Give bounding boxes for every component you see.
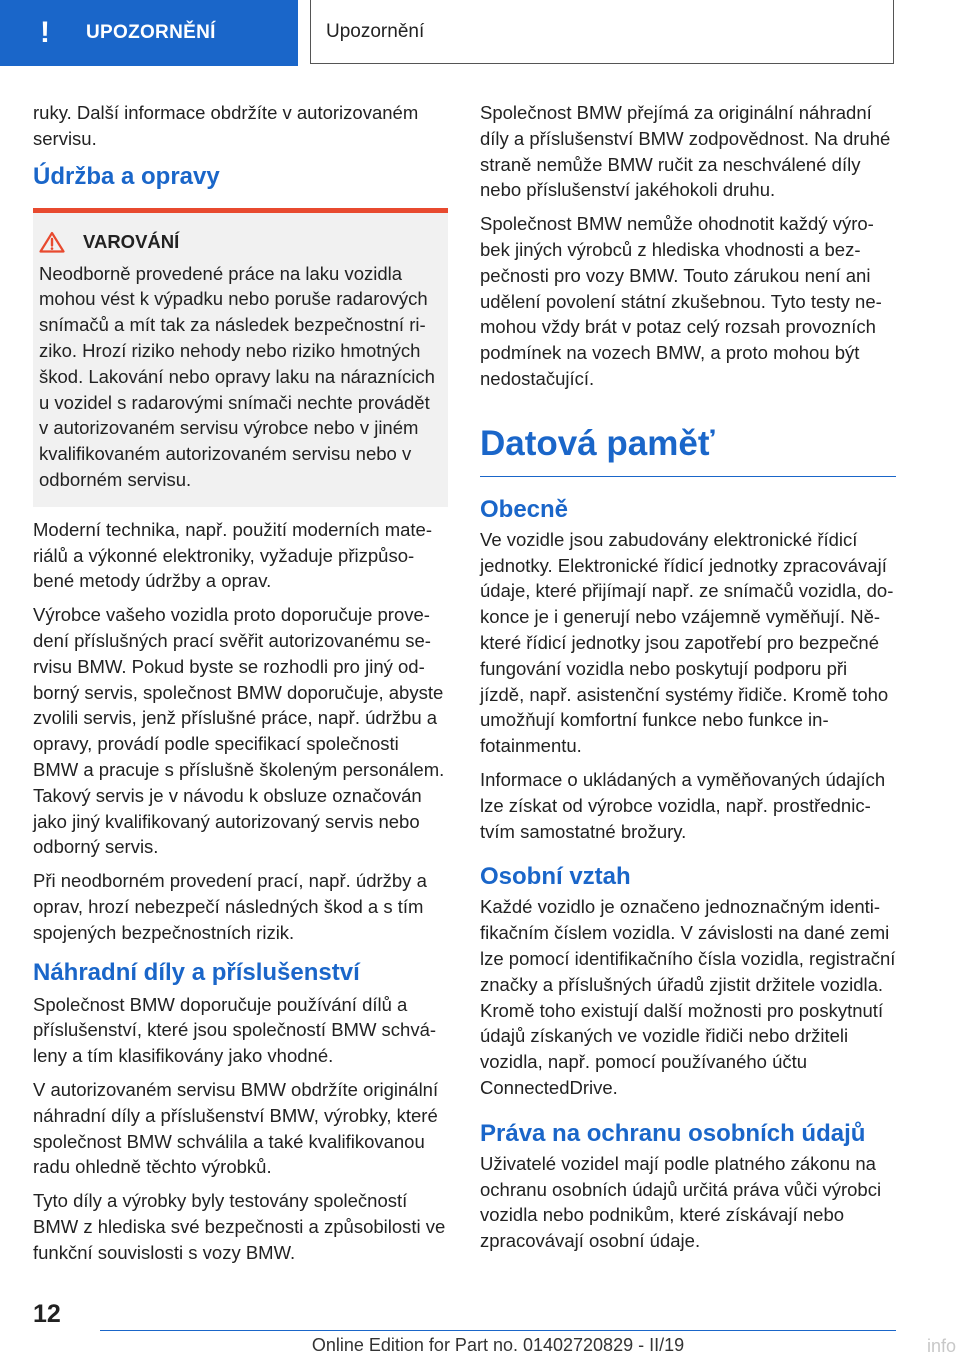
warning-title-text: VAROVÁNÍ — [83, 230, 180, 252]
paragraph: Informace o ukládaných a vyměňovaných údajích lze získat od výrobce vozidla, např. prostřednictvím samostatné brožury. — [480, 768, 886, 842]
right-column — [480, 100, 896, 1262]
heading-maintenance: Údržba a opravy — [33, 162, 220, 190]
footer-edition: Online Edition for Part no. 01402720829 - II/19 — [311, 1335, 685, 1355]
paragraph: V autorizovaném servisu BMW obdržíte originální náhradní díly a příslušenství BMW, výrobky, které společnost BMW schválila a také kvalifikovanou radu ohledně těchto výrobků. — [33, 1078, 439, 1178]
exclamation-icon: ! — [40, 16, 50, 49]
heading-data-memory: Datová paměť — [480, 422, 896, 477]
section-title-box — [310, 0, 894, 64]
paragraph: Uživatelé vozidel mají podle platného zákonu na ochranu osobních údajů určitá práva vůči výrobci vozidla nebo podnikům, které získávají nebo zpracovávají osobní údaje. — [480, 1152, 882, 1252]
paragraph: Moderní technika, např. použití moderních materiálů a výkonné elektroniky, vyžaduje přizpůsobené metody údržby a oprav. — [33, 518, 432, 592]
paragraph: Společnost BMW přejímá za originální náhradní díly a příslušenství BMW zodpovědnost. Na druhé straně nemůže BMW ručit za neschválené díly nebo příslušenství jakéhokoli druhu. — [480, 102, 891, 201]
paragraph: Každé vozidlo je označeno jednoznačným identifikačním číslem vozidla. V závislosti na dané zemi lze pomocí identifikačního čísla vozidla, registrační značky a příslušných úřadů zjistit držitele vozidla. Kromě toho existují další možnosti pro poskytnutí údajů získaných ve vozidle řidiči nebo držiteli vozidla, např. pomocí používaného účtu ConnectedDrive. — [480, 896, 896, 1098]
paragraph: Ve vozidle jsou zabudovány elektronické řídicí jednotky. Elektronické řídicí jednotky zpracovávají údaje, které přijímají např. ze snímačů vozidla, dokonce je i generují nebo vzájemně vyměňují. Některé řídicí jednotky jsou zapotřebí pro bezpečné fungování vozidla nebo poskytují podporu při jízdě, např. asistenční systémy řidiče. Kromě toho umožňují komfortní funkce nebo funkce infotainmentu. — [480, 528, 894, 757]
paragraph: Při neodborném provedení prací, např. údržby a oprav, hrozí nebezpečí následných škod a s tím spojených bezpečnostních rizik. — [33, 870, 427, 943]
paragraph: ruky. Další informace obdržíte v autorizovaném servisu. — [33, 102, 419, 149]
heading-general: Obecně — [480, 495, 569, 523]
warning-box — [33, 208, 448, 507]
watermark: info — [926, 1336, 956, 1356]
chapter-tab-label: UPOZORNĚNÍ — [86, 22, 216, 43]
footer-divider — [100, 1330, 896, 1331]
heading-spare-parts: Náhradní díly a příslušenství — [33, 958, 360, 986]
chapter-tab — [0, 0, 298, 66]
page-header — [0, 0, 960, 66]
heading-personal-relation: Osobní vztah — [480, 863, 631, 891]
paragraph: Společnost BMW nemůže ohodnotit každý výrobek jiných výrobců z hlediska vhodnosti a bezpečnosti pro vozy BMW. Touto zárukou není ani udělení povolení státní zkušebnou. Tyto testy nemohou vždy brát v potaz celý rozsah provozních podmínek na vozech BMW, a proto mohou být nedostačující. — [480, 213, 882, 389]
paragraph: Tyto díly a výrobky byly testovány společností BMW z hlediska své bezpečnosti a způsobilosti ve funkční souvislosti s vozy BMW. — [33, 1190, 446, 1263]
warning-triangle-icon — [39, 231, 65, 253]
left-column — [33, 100, 448, 1273]
paragraph: Společnost BMW doporučuje používání dílů a příslušenství, které jsou společností BMW schváleny a tím klasifikovány jako vhodné. — [33, 993, 437, 1067]
section-title: Upozornění — [326, 20, 425, 42]
warning-title — [39, 231, 442, 253]
paragraph: Výrobce vašeho vozidla proto doporučuje provedení příslušných prací svěřit autorizovanému servisu BMW. Pokud byste se rozhodli pro jiný odborný servis, společnost BMW doporučuje, abyste zvolili servis, jenž příslušné práce, např. údržbu a opravy, provádí podle specifikací společnosti BMW a pracuje s příslušně školeným personálem. Takový servis je v návodu k obsluze označován jako jiný kvalifikovaný autorizovaný servis nebo odborný servis. — [33, 604, 445, 858]
page-number: 12 — [33, 1300, 61, 1328]
warning-text: Neodborně provedené práce na laku vozidla mohou vést k výpadku nebo poruše radarových snímačů a mít tak za následek bezpečnostní riziko. Hrozí riziko nehody nebo riziko hmotných škod. Lakování nebo opravy laku na náraznícich u vozidel s radarovými snímači nechte provádět v autorizovaném servisu výrobce nebo v jiném kvalifikovaném autorizovaném servisu nebo v odborném servisu. — [39, 262, 435, 490]
heading-data-protection-rights: Práva na ochranu osobních údajů — [480, 1119, 866, 1147]
